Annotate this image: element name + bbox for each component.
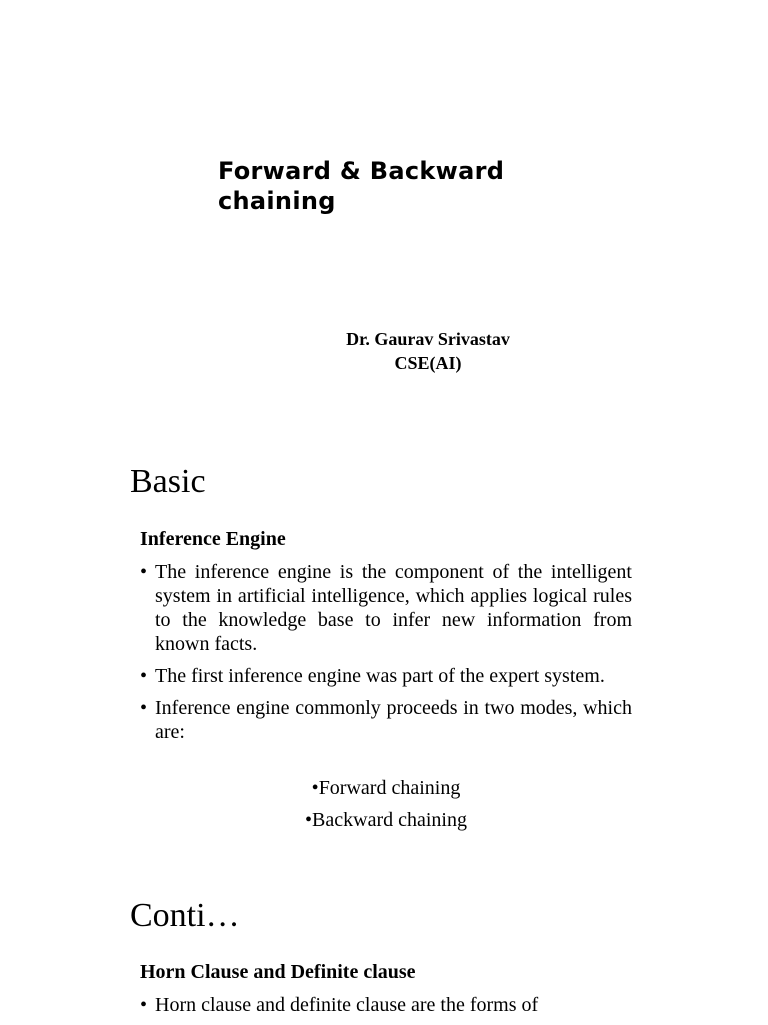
bullet-list-basic bbox=[140, 560, 632, 752]
author-department: CSE(AI) bbox=[394, 353, 462, 373]
list-item: • Backward chaining bbox=[140, 808, 632, 832]
sub-bullet-list-modes bbox=[140, 776, 632, 840]
subheading-horn-clause: Horn Clause and Definite clause bbox=[140, 961, 416, 983]
list-item: • Inference engine commonly proceeds in two modes, which are: bbox=[140, 696, 632, 744]
list-item: • The first inference engine was part of the expert system. bbox=[140, 664, 632, 688]
slide-title-basic: Basic bbox=[130, 463, 206, 500]
bullet-list-conti bbox=[140, 993, 632, 1025]
list-item: • Forward chaining bbox=[140, 776, 632, 800]
slide-title-conti: Conti… bbox=[130, 897, 240, 934]
list-item: • Horn clause and definite clause are the forms of bbox=[140, 993, 632, 1017]
subheading-inference-engine: Inference Engine bbox=[140, 528, 286, 550]
author-name: Dr. Gaurav Srivastav bbox=[346, 329, 510, 349]
list-item: • The inference engine is the component of the intelligent system in artificial intelligence, which applies logical rules to the knowledge base to infer new information from known facts. bbox=[140, 560, 632, 656]
document-title: Forward & Backward chaining bbox=[218, 157, 505, 215]
